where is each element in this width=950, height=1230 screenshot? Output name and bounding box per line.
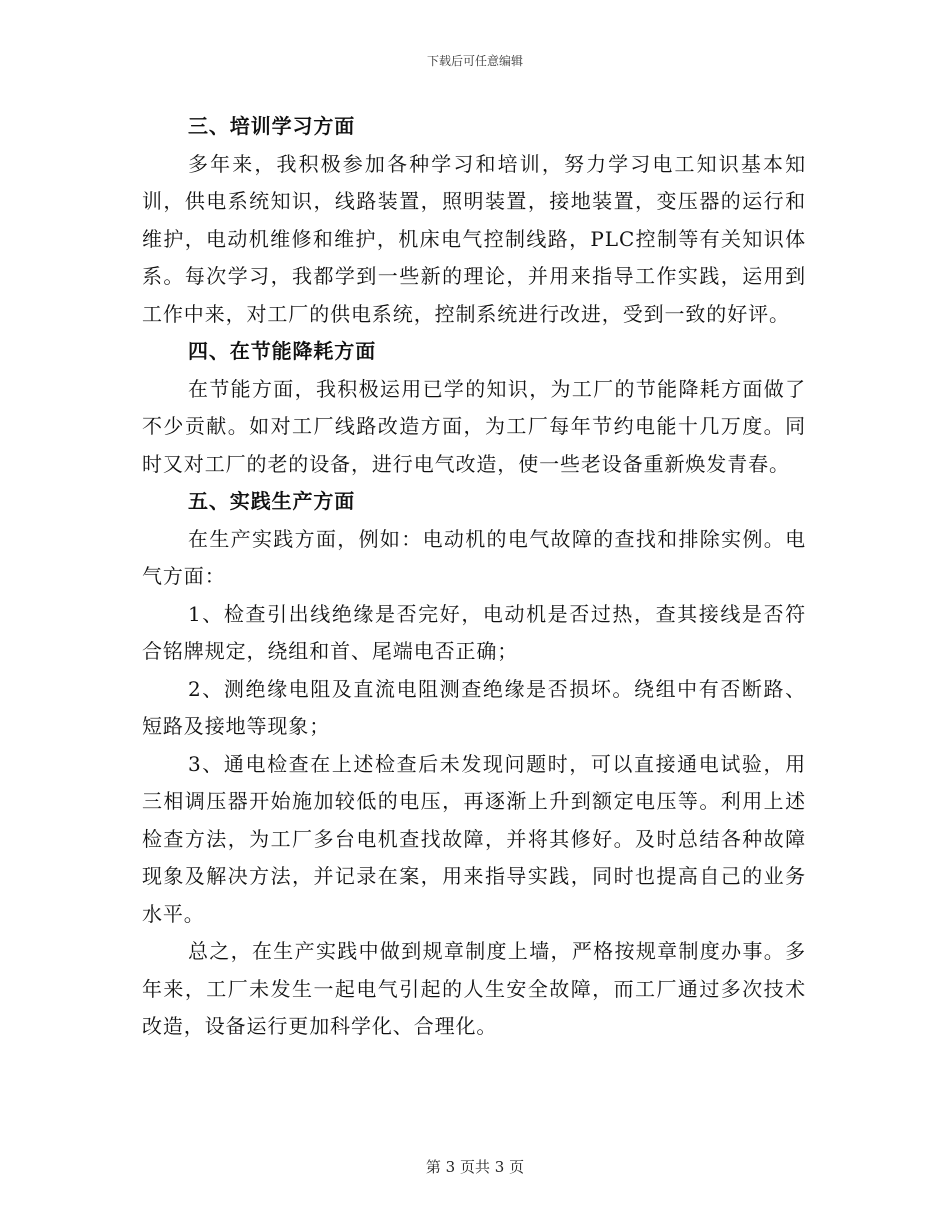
document-body: [142, 108, 806, 1046]
page-header: 下载后可任意编辑: [426, 54, 523, 68]
section-heading-training: 三、培训学习方面: [188, 114, 356, 138]
paragraph-step-2: 2、测绝缘电阻及直流电阻测查绝缘是否损坏。绕组中有否断路、短路及接地等现象；: [142, 676, 806, 738]
paragraph-training: 多年来，我积极参加各种学习和培训，努力学习电工知识基本知训，供电系统知识，线路装置，照明装置，接地装置，变压器的运行和维护，电动机维修和维护，机床电气控制线路，PLC控制等有关知识体系。每次学习，我都学到一些新的理论，并用来指导工作实践，运用到工作中来，对工厂的供电系统，控制系统进行改进，受到一致的好评。: [142, 151, 806, 326]
section-heading-energy-saving: 四、在节能降耗方面: [188, 339, 377, 363]
paragraph-step-3: 3、通电检查在上述检查后未发现问题时，可以直接通电试验，用三相调压器开始施加较低的电压，再逐渐上升到额定电压等。利用上述检查方法，为工厂多台电机查找故障，并将其修好。及时总结各种故障现象及解决方法，并记录在案，用来指导实践，同时也提高自己的业务水平。: [142, 751, 806, 926]
paragraph-conclusion: 总之，在生产实践中做到规章制度上墙，严格按规章制度办事。多年来，工厂未发生一起电气引起的人生安全故障，而工厂通过多次技术改造，设备运行更加科学化、合理化。: [142, 939, 806, 1038]
paragraph-energy-saving: 在节能方面，我积极运用已学的知识，为工厂的节能降耗方面做了不少贡献。如对工厂线路改造方面，为工厂每年节约电能十几万度。同时又对工厂的老的设备，进行电气改造，使一些老设备重新焕发青春。: [142, 376, 806, 476]
section-heading-production-practice: 五、实践生产方面: [188, 489, 356, 513]
paragraph-step-1: 1、检查引出线绝缘是否完好，电动机是否过热，查其接线是否符合铭牌规定，绕组和首、尾端电否正确；: [142, 601, 806, 663]
paragraph-practice-intro: 在生产实践方面，例如：电动机的电气故障的查找和排除实例。电气方面：: [142, 526, 806, 588]
page-footer: 第 3 页共 3 页: [425, 1158, 525, 1176]
